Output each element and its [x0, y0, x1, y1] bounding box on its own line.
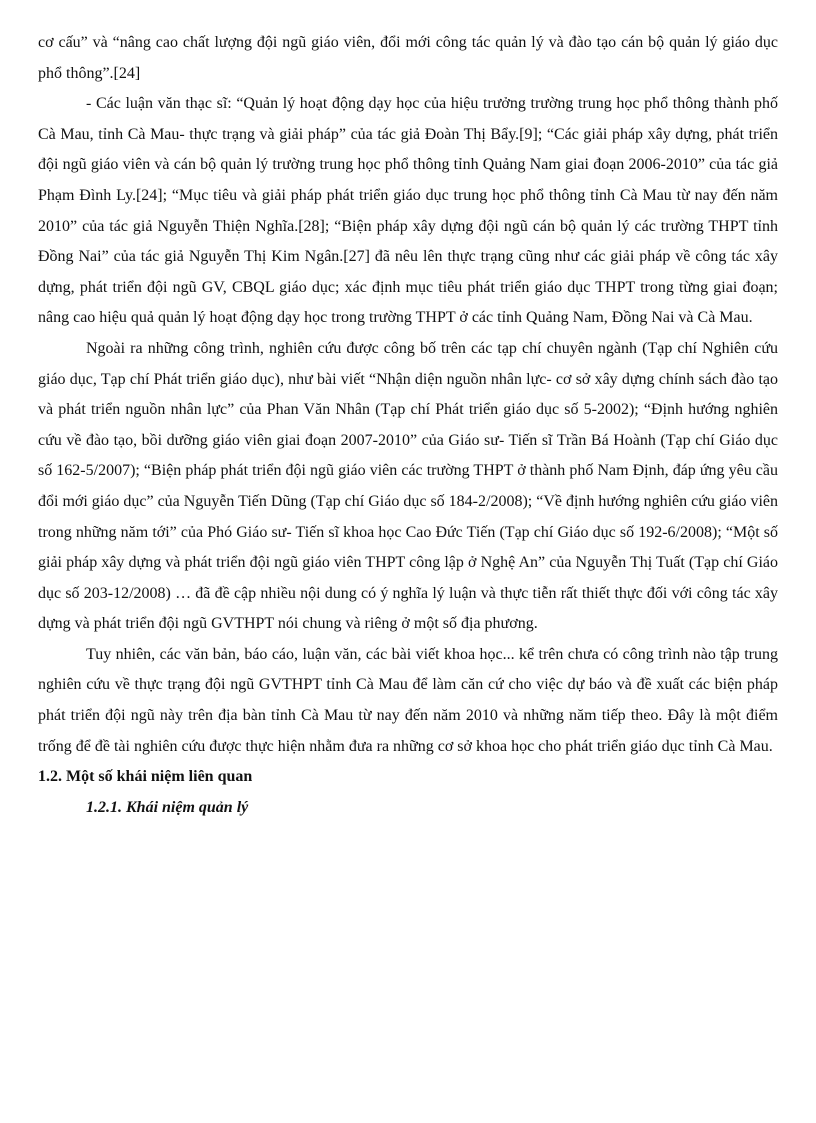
- paragraph-masters-theses: - Các luận văn thạc sĩ: “Quản lý hoạt động dạy học của hiệu trưởng trường trung học phổ thông thành phố Cà Mau, tỉnh Cà Mau- thực trạng và giải pháp” của tác giả Đoàn Thị Bẩy.[9]; “Các giải pháp xây dựng, phát triển đội ngũ giáo viên và cán bộ quản lý trường trung học phổ thông tỉnh Quảng Nam giai đoạn 2006-2010” của tác giả Phạm Đình Ly.[24]; “Mục tiêu và giải pháp phát triển giáo dục trung học phổ thông tỉnh Cà Mau từ nay đến năm 2010” của tác giả Nguyễn Thiện Nghĩa.[28]; “Biện pháp xây dựng đội ngũ cán bộ quản lý các trường THPT tỉnh Đồng Nai” của tác giả Nguyễn Thị Kim Ngân.[27] đã nêu lên thực trạng cũng như các giải pháp về công tác xây dựng, phát triển đội ngũ GV, CBQL giáo dục; xác định mục tiêu phát triển giáo dục THPT trong từng giai đoạn; nâng cao hiệu quả quản lý hoạt động dạy học trong trường THPT ở các tỉnh Quảng Nam, Đồng Nai và Cà Mau.: [38, 95, 778, 327]
- subsection-heading: 1.2.1. Khái niệm quản lý: [86, 798, 249, 816]
- document-page: [38, 28, 778, 823]
- paragraph-research-gap: Tuy nhiên, các văn bản, báo cáo, luận văn, các bài viết khoa học... kể trên chưa có công trình nào tập trung nghiên cứu về thực trạng đội ngũ GVTHPT tỉnh Cà Mau để làm căn cứ cho việc dự báo và đề xuất các biện pháp phát triển đội ngũ này trên địa bàn tỉnh Cà Mau từ nay đến năm 2010 và những năm tiếp theo. Đây là một điểm trống để đề tài nghiên cứu được thực hiện nhằm đưa ra những cơ sở khoa học cho phát triển giáo dục tỉnh Cà Mau.: [38, 645, 778, 755]
- section-heading: 1.2. Một số khái niệm liên quan: [38, 768, 253, 786]
- paragraph-journal-articles: Ngoài ra những công trình, nghiên cứu được công bố trên các tạp chí chuyên ngành (Tạp chí Nghiên cứu giáo dục, Tạp chí Phát triển giáo dục), như bài viết “Nhận diện nguồn nhân lực- cơ sở xây dựng chính sách đào tạo và phát triển nguồn nhân lực” của Phan Văn Nhân (Tạp chí Phát triển giáo dục số 5-2002); “Định hướng nghiên cứu về đào tạo, bồi dưỡng giáo viên giai đoạn 2007-2010” của Giáo sư- Tiến sĩ Trần Bá Hoành (Tạp chí Giáo dục số 162-5/2007); “Biện pháp phát triển đội ngũ giáo viên các trường THPT ở thành phố Nam Định, đáp ứng yêu cầu đổi mới giáo dục” của Nguyễn Tiến Dũng (Tạp chí Giáo dục số 184-2/2008); “Về định hướng nghiên cứu giáo viên trong những năm tới” của Phó Giáo sư- Tiến sĩ khoa học Cao Đức Tiến (Tạp chí Giáo dục số 192-6/2008); “Một số giải pháp xây dựng và phát triển đội ngũ giáo viên THPT công lập ở Nghệ An” của Nguyễn Thị Tuất (Tạp chí Giáo dục số 203-12/2008) … đã đề cập nhiều nội dung có ý nghĩa lý luận và thực tiễn rất thiết thực đối với công tác xây dựng và phát triển đội ngũ GVTHPT nói chung và riêng ở một số địa phương.: [38, 339, 778, 633]
- paragraph-continuation: cơ cấu” và “nâng cao chất lượng đội ngũ giáo viên, đổi mới công tác quản lý và đào tạo cán bộ quản lý giáo dục phổ thông”.[24]: [38, 34, 778, 82]
